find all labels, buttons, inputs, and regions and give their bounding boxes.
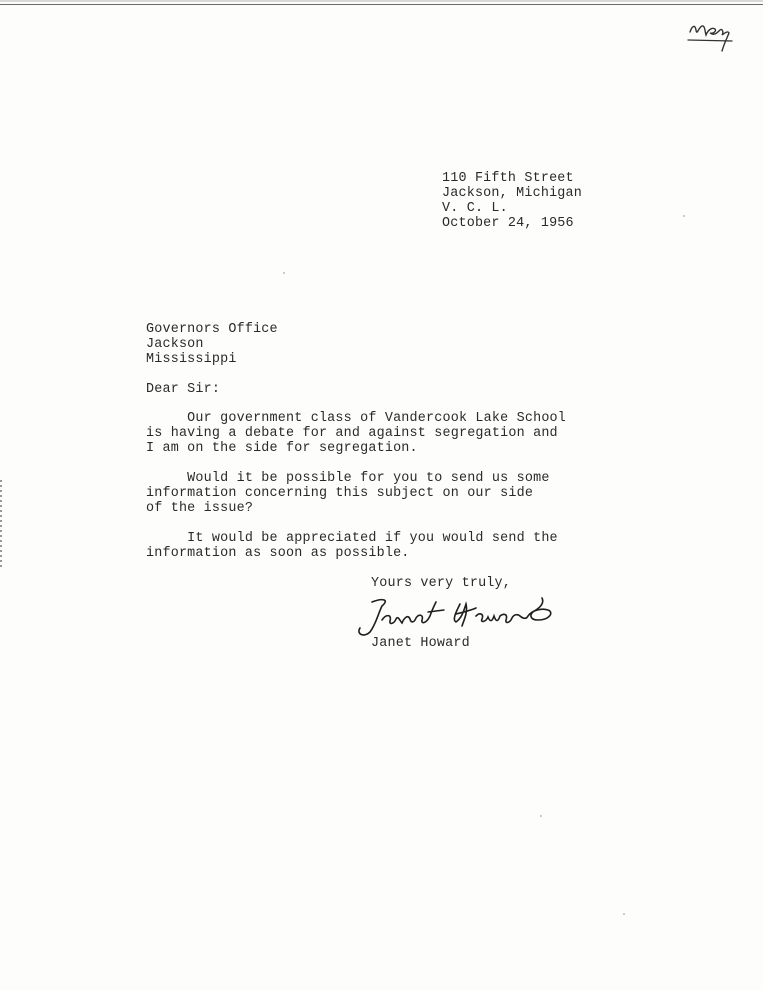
- recipient-line-3: Mississippi: [146, 352, 237, 367]
- body-line: information as soon as possible.: [146, 546, 410, 561]
- recipient-line-2: Jackson: [146, 337, 204, 352]
- handwritten-file-mark: [686, 18, 736, 56]
- body-line: of the issue?: [146, 501, 254, 516]
- scan-speck: [540, 815, 542, 817]
- scan-speck: [283, 272, 285, 274]
- scan-speck: [683, 215, 685, 217]
- body-line: It would be appreciated if you would send the: [146, 531, 558, 546]
- salutation: Dear Sir:: [146, 382, 221, 397]
- body-line: is having a debate for and against segregation and: [146, 426, 558, 441]
- scan-top-line: [0, 4, 763, 5]
- closing: Yours very truly,: [371, 576, 512, 591]
- scan-left-edge-marks: [0, 480, 2, 570]
- scan-speck: [623, 913, 625, 915]
- handwritten-signature: [352, 594, 582, 642]
- typed-name: Janet Howard: [371, 636, 470, 651]
- letter-date: October 24, 1956: [442, 216, 574, 231]
- sender-org: V. C. L.: [442, 201, 508, 216]
- sender-city: Jackson, Michigan: [442, 186, 583, 201]
- sender-street: 110 Fifth Street: [442, 171, 574, 186]
- scan-top-edge: [0, 0, 763, 2]
- body-line: information concerning this subject on our side: [146, 486, 534, 501]
- recipient-line-1: Governors Office: [146, 322, 278, 337]
- body-line: I am on the side for segregation.: [146, 441, 418, 456]
- body-line: Our government class of Vandercook Lake School: [146, 411, 567, 426]
- body-line: Would it be possible for you to send us some: [146, 471, 550, 486]
